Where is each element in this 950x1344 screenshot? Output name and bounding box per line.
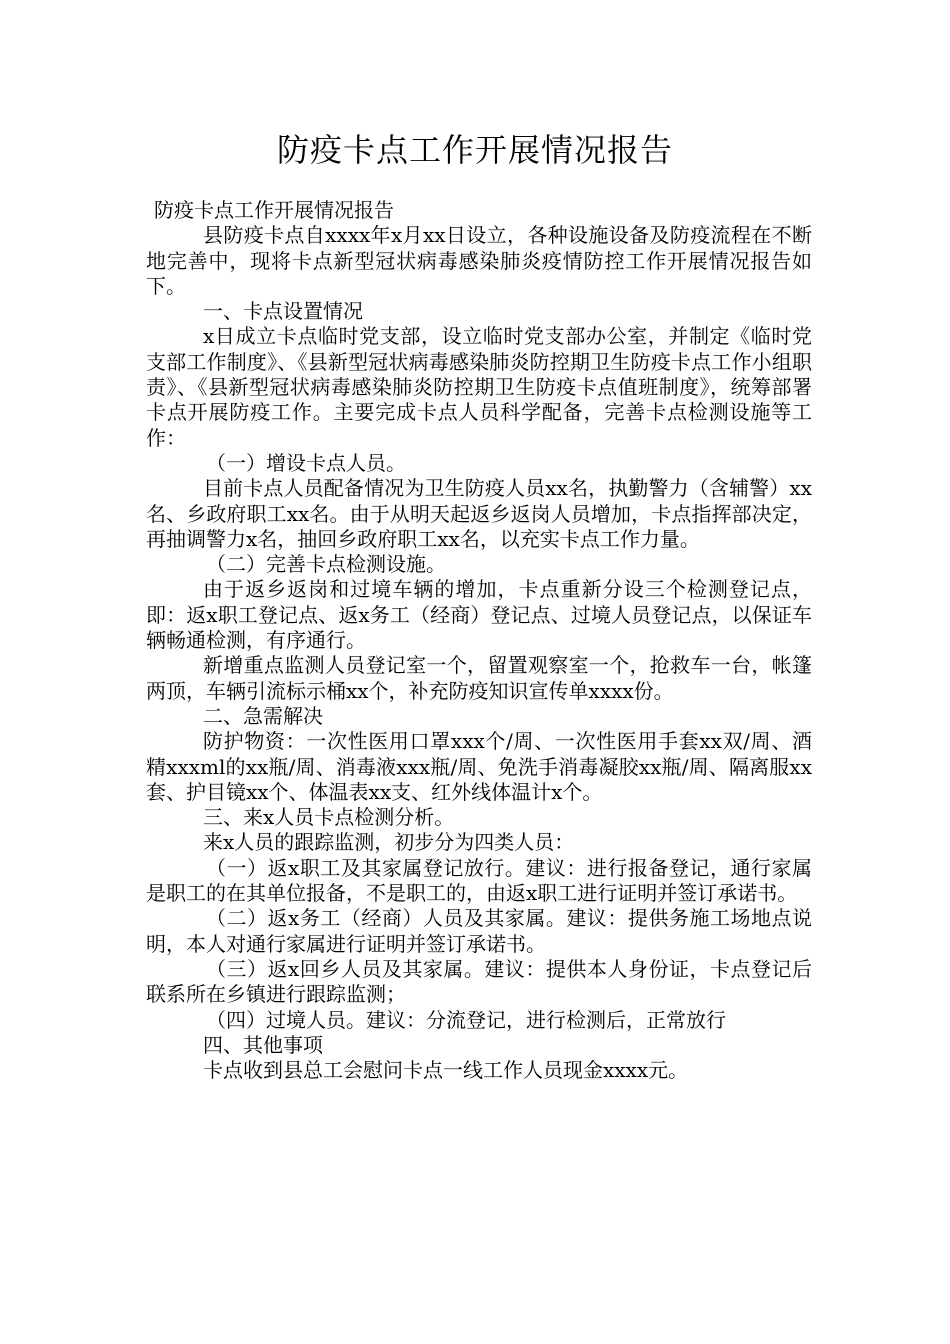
section-heading-1: 一、卡点设置情况 <box>203 299 363 324</box>
section-heading-4: 四、其他事项 <box>203 1032 323 1057</box>
paragraph-category-1: （一）返x职工及其家属登记放行。建议：进行报备登记，通行家属是职工的在其单位报备，不是职工的，由返x职工进行证明并签订承诺书。 <box>146 855 812 906</box>
paragraph-checkpoints: 由于返乡返岗和过境车辆的增加，卡点重新分设三个检测登记点，即：返x职工登记点、返x务工（经商）登记点、过境人员登记点，以保证车辆畅通检测，有序通行。 <box>146 577 812 653</box>
section-heading-3: 三、来x人员卡点检测分析。 <box>203 805 455 830</box>
paragraph-category-3: （三）返x回乡人员及其家属。建议：提供本人身份证，卡点登记后联系所在乡镇进行跟踪监测； <box>146 956 812 1007</box>
subheading-facilities: （二）完善卡点检测设施。 <box>206 552 446 577</box>
document-body <box>146 198 812 1083</box>
document-title: 防疫卡点工作开展情况报告 <box>276 131 673 169</box>
subheading-staff: （一）增设卡点人员。 <box>206 450 406 475</box>
paragraph-donation: 卡点收到县总工会慰问卡点一线工作人员现金xxxx元。 <box>203 1058 689 1083</box>
paragraph-intro: 县防疫卡点自xxxx年x月xx日设立，各种设施设备及防疫流程在不断地完善中，现将卡点新型冠状病毒感染肺炎疫情防控工作开展情况报告如下。 <box>146 223 812 298</box>
paragraph-category-4: （四）过境人员。建议：分流登记，进行检测后，正常放行 <box>206 1007 726 1032</box>
paragraph-party-branch: x日成立卡点临时党支部，设立临时党支部办公室，并制定《临时党支部工作制度》、《县新型冠状病毒感染肺炎防控期卫生防疫卡点工作小组职责》、《县新型冠状病毒感染肺炎防控期卫生防疫卡点值班制度》，统筹部署卡点开展防疫工作。主要完成卡点人员科学配备，完善卡点检测设施等工作： <box>146 324 812 450</box>
paragraph-staff: 目前卡点人员配备情况为卫生防疫人员xx名，执勤警力（含辅警）xx名、乡政府职工xx名。由于从明天起返乡返岗人员增加，卡点指挥部决定，再抽调警力x名，抽回乡政府职工xx名，以充实卡点工作力量。 <box>146 476 812 551</box>
paragraph-supplies: 防护物资：一次性医用口罩xxx个/周、一次性医用手套xx双/周、酒精xxxml的xx瓶/周、消毒液xxx瓶/周、免洗手消毒凝胶xx瓶/周、隔离服xx套、护目镜xx个、体温表xx支、红外线体温计x个。 <box>146 729 812 804</box>
paragraph-category-2: （二）返x务工（经商）人员及其家属。建议：提供务施工场地点说明，本人对通行家属进行证明并签订承诺书。 <box>146 906 812 956</box>
section-heading-2: 二、急需解决 <box>203 703 323 728</box>
paragraph-new-rooms: 新增重点监测人员登记室一个，留置观察室一个，抢救车一台，帐篷两顶，车辆引流标示桶xx个，补充防疫知识宣传单xxxx份。 <box>146 653 812 703</box>
paragraph-monitoring: 来x人员的跟踪监测，初步分为四类人员： <box>203 830 575 855</box>
document-subtitle: 防疫卡点工作开展情况报告 <box>154 198 394 222</box>
